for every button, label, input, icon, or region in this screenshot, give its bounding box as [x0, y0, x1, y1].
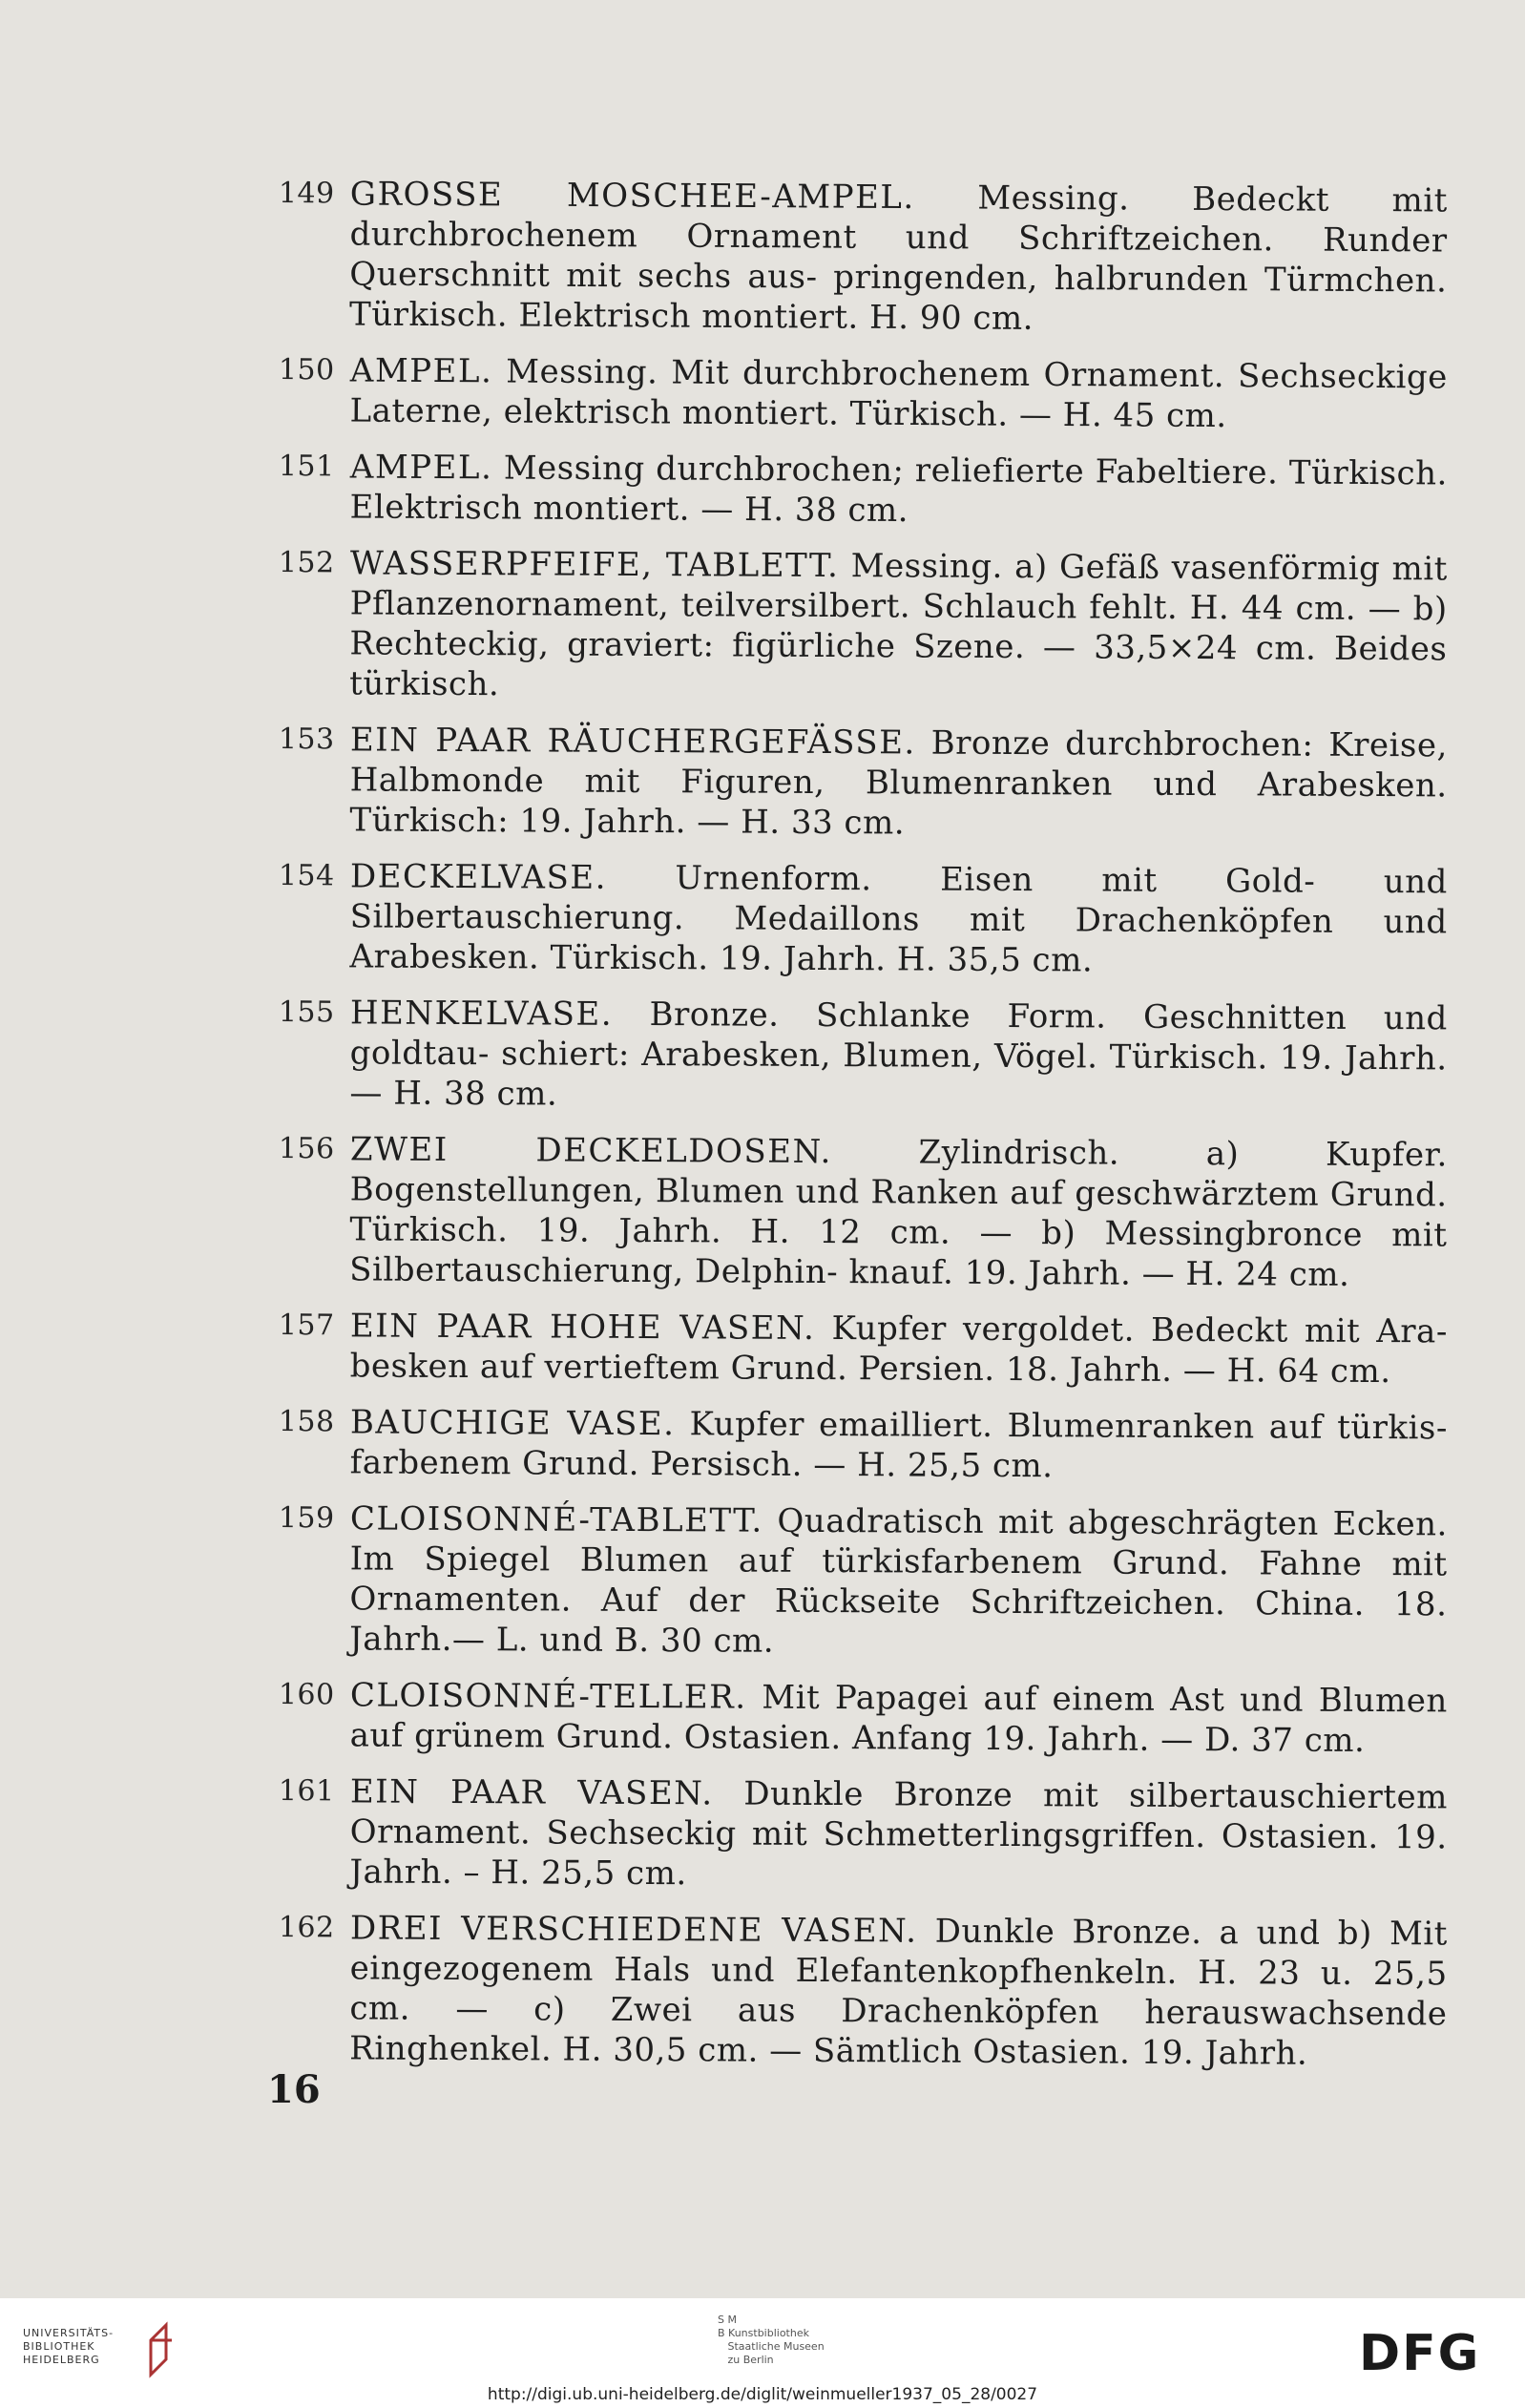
- entry-description: Dunkle Bronze mit silbertauschiertem Ornament. Sechseckig mit Schmetterlingsgriffen. Ostasien. 19. Jahrh. – H. 25,5 cm.: [349, 1774, 1448, 1894]
- entry-title: AMPEL.: [349, 351, 493, 391]
- catalog-entry: [278, 720, 1448, 846]
- entry-description: Messing. Mit durchbrochenem Ornament. Sechseckige Laterne, elektrisch montiert. Türkisch. — H. 45 cm.: [349, 352, 1448, 436]
- entry-description: Messing. Bedeckt mit durchbrochenem Ornament und Schriftzeichen. Runder Querschnitt mit sechs aus- pringenden, halbrunden Türmchen. Türkisch. Elektrisch montiert. H. 90 cm.: [348, 178, 1448, 338]
- entry-title: DECKELVASE.: [349, 857, 608, 897]
- entry-number: 159: [278, 1501, 335, 1536]
- catalog-entries: [279, 174, 1448, 2084]
- digitization-footer: [0, 2298, 1525, 2408]
- entry-number: 152: [278, 546, 335, 580]
- entry-number: 161: [278, 1774, 335, 1809]
- entry-title: ZWEI DECKELDOSEN.: [349, 1130, 833, 1172]
- entry-title: BAUCHIGE VASE.: [349, 1403, 676, 1444]
- university-mark-icon: [139, 2319, 178, 2386]
- catalog-entry: [278, 543, 1448, 709]
- entry-number: 160: [278, 1678, 335, 1712]
- entry-number: 158: [278, 1405, 335, 1439]
- entry-description: Messing. a) Gefäß vasenförmig mit Pflanzenornament, teilversilbert. Schlauch fehlt. H. 44 cm. — b) Rechteckig, graviert: figürliche Szene. — 33,5×24 cm. Beides türkisch.: [349, 547, 1448, 704]
- library-stamp-label: S M B Kunstbibliothek Staatliche Museen zu Berlin: [718, 2314, 825, 2366]
- entry-number: 154: [278, 858, 335, 893]
- entry-number: 151: [278, 449, 335, 484]
- entry-number: 157: [278, 1309, 335, 1343]
- dfg-logo[interactable]: DFG: [1359, 2325, 1481, 2382]
- catalog-entry: [279, 1675, 1448, 1761]
- catalog-entry: [279, 1402, 1448, 1488]
- entry-title: EIN PAAR VASEN.: [349, 1772, 714, 1813]
- catalog-entry: [278, 1498, 1448, 1665]
- entry-description: Kupfer vergoldet. Bedeckt mit Ara- besken auf vertieftem Grund. Persien. 18. Jahrh. — H. 64 cm.: [349, 1309, 1448, 1392]
- entry-description: Messing durchbrochen; reliefierte Fabeltiere. Türkisch. Elektrisch montiert. — H. 38 cm.: [349, 449, 1448, 531]
- entry-title: GROSSE MOSCHEE-AMPEL.: [349, 175, 915, 218]
- entry-title: EIN PAAR RÄUCHERGEFÄSSE.: [349, 721, 916, 763]
- entry-title: AMPEL.: [349, 448, 493, 488]
- entry-title: HENKELVASE.: [349, 994, 614, 1034]
- catalog-entry: [278, 174, 1448, 341]
- entry-description: Urnenform. Eisen mit Gold- und Silbertauschierung. Medaillons mit Drachenköpfen und Arabesken. Türkisch. 19. Jahrh. H. 35,5 cm.: [349, 859, 1448, 980]
- catalog-entry: [278, 350, 1447, 437]
- entry-description: Dunkle Bronze. a und b) Mit eingezogenem Hals und Elefantenkopfhenkeln. H. 23 u. 25,5 cm. — c) Zwei aus Drachenköpfen herauswachsende Ringhenkel. H. 30,5 cm. — Sämtlich Ostasien. 19. Jahrh.: [349, 1912, 1448, 2073]
- catalog-entry: [278, 1129, 1448, 1295]
- entry-description: Zylindrisch. a) Kupfer. Bogenstellungen, Blumen und Ranken auf geschwärztem Grund. Türkisch. 19. Jahrh. H. 12 cm. — b) Messingbronce mit Silbertauschierung, Delphin- knauf. 19. Jahrh. — H. 24 cm.: [349, 1133, 1448, 1294]
- entry-title: EIN PAAR HOHE VASEN.: [349, 1307, 816, 1348]
- entry-title: WASSERPFEIFE, TABLETT.: [349, 544, 840, 586]
- entry-number: 162: [278, 1911, 335, 1945]
- catalog-entry: [279, 1306, 1448, 1392]
- page-number: 16: [267, 2067, 321, 2112]
- catalog-entry: [278, 993, 1448, 1119]
- catalog-entry: [278, 1771, 1448, 1897]
- entry-number: 149: [278, 176, 335, 211]
- entry-description: Kupfer emailliert. Blumenranken auf türkis- farbenem Grund. Persisch. — H. 25,5 cm.: [349, 1405, 1448, 1486]
- entry-title: DREI VERSCHIEDENE VASEN.: [349, 1909, 918, 1951]
- entry-number: 155: [278, 995, 335, 1030]
- university-library-logo[interactable]: UNIVERSITÄTS- BIBLIOTHEK HEIDELBERG: [23, 2327, 115, 2366]
- entry-number: 153: [278, 722, 335, 757]
- entry-description: Quadratisch mit abgeschrägten Ecken. Im Spiegel Blumen auf türkisfarbenem Grund. Fahne mit Ornamenten. Auf der Rückseite Schriftzeichen. China. 18. Jahrh.— L. und B. 30 cm.: [349, 1501, 1448, 1661]
- catalog-entry: [278, 447, 1447, 534]
- source-url-link[interactable]: http://digi.ub.uni-heidelberg.de/diglit/weinmueller1937_05_28/0027: [487, 2385, 1038, 2404]
- entry-number: 150: [278, 352, 335, 387]
- entry-description: Bronze. Schlanke Form. Geschnitten und goldtau- schiert: Arabesken, Blumen, Vögel. Türkisch. 19. Jahrh. — H. 38 cm.: [349, 995, 1448, 1114]
- entry-title: CLOISONNÉ-TABLETT.: [349, 1499, 763, 1540]
- entry-title: CLOISONNÉ-TELLER.: [349, 1676, 747, 1717]
- catalog-entry: [278, 856, 1448, 982]
- entry-description: Bronze durchbrochen: Kreise, Halbmonde mit Figuren, Blumenranken und Arabesken. Türkisch: 19. Jahrh. — H. 33 cm.: [349, 723, 1448, 843]
- entry-number: 156: [278, 1132, 335, 1166]
- entry-description: Mit Papagei auf einem Ast und Blumen auf grünem Grund. Ostasien. Anfang 19. Jahrh. — D. 37 cm.: [349, 1678, 1448, 1760]
- catalog-entry: [278, 1908, 1448, 2074]
